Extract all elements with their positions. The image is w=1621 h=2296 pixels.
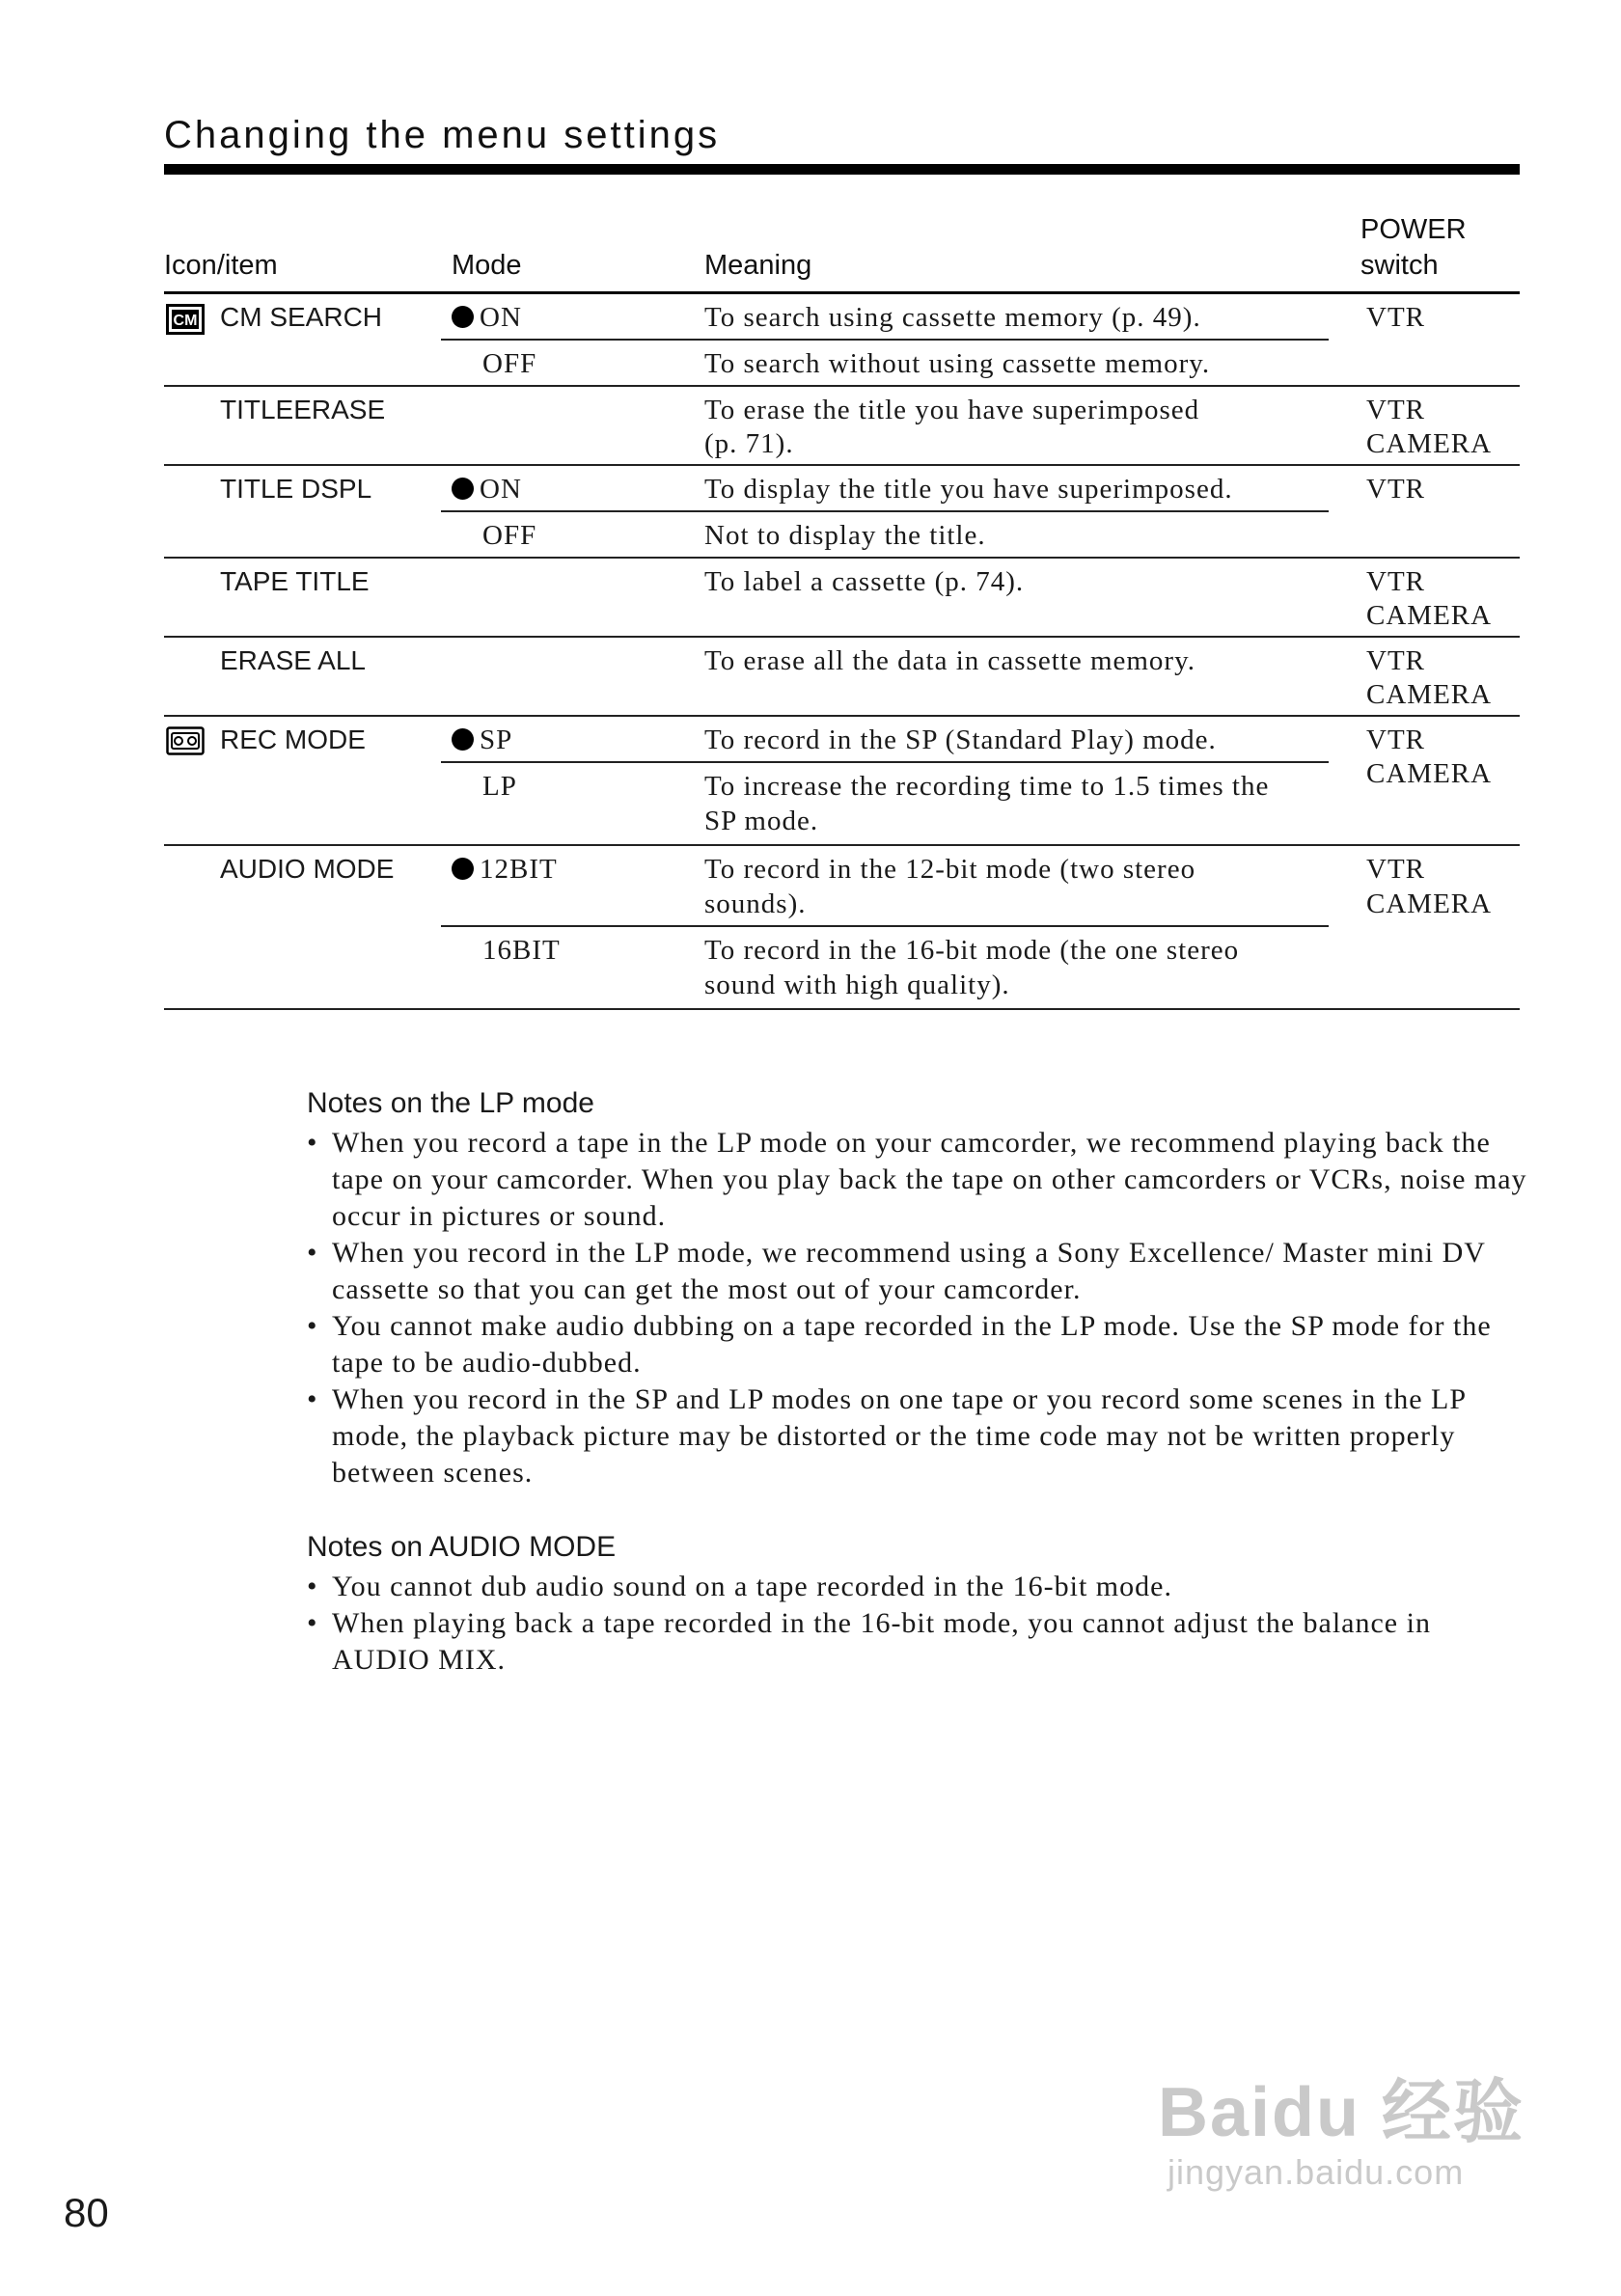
notes-audio-section	[307, 1528, 1527, 1679]
default-marker-icon	[452, 728, 474, 751]
header-power-line1: POWER	[1360, 214, 1467, 245]
power-audio-mode-line2: CAMERA	[1366, 888, 1493, 919]
mode-title-dspl-on: ON	[452, 472, 522, 506]
meaning-rec-mode-lp-line2: SP mode.	[704, 806, 819, 836]
notes-audio-item: • When playing back a tape recorded in the 16-bit mode, you cannot adjust the balance in AUDIO MIX.	[307, 1605, 1527, 1679]
notes-lp-item: • When you record a tape in the LP mode on your camcorder, we recommend playing back the tape on your camcorder. When you play back the tape on other camcorders or VCRs, noise may occur in pictures or sound.	[307, 1125, 1527, 1235]
row-divider	[164, 636, 1520, 638]
mode-rec-mode-sp: SP	[452, 723, 512, 757]
row-divider	[164, 464, 1520, 466]
row-divider	[164, 385, 1520, 387]
svg-text:CM: CM	[173, 313, 198, 329]
mode-audio-mode-16bit: 16BIT	[482, 935, 561, 966]
meaning-tape-title: To label a cassette (p. 74).	[704, 566, 1025, 597]
meaning-audio-12bit-line2: sounds).	[704, 888, 807, 919]
watermark-url: jingyan.baidu.com	[1168, 2152, 1465, 2192]
power-title-dspl: VTR	[1366, 474, 1425, 505]
default-marker-icon	[452, 478, 474, 500]
meaning-rec-mode-sp: To record in the SP (Standard Play) mode.	[704, 724, 1217, 755]
notes-lp-item: • When you record in the LP mode, we recommend using a Sony Excellence/ Master mini DV cassette so that you can get the most out of your camcorder.	[307, 1235, 1527, 1308]
power-tape-title-line1: VTR	[1366, 566, 1425, 597]
row-divider	[164, 844, 1520, 846]
row-divider	[441, 510, 1329, 512]
meaning-title-dspl-off: Not to display the title.	[704, 520, 986, 551]
cassette-tape-icon	[166, 726, 205, 755]
row-divider	[441, 339, 1329, 341]
row-divider	[441, 925, 1329, 927]
item-erase-all: ERASE ALL	[220, 645, 366, 675]
item-audio-mode: AUDIO MODE	[220, 854, 395, 884]
header-meaning: Meaning	[704, 250, 812, 281]
meaning-cm-search-off: To search without using cassette memory.	[704, 348, 1211, 379]
default-marker-icon	[452, 306, 474, 328]
header-power-line2: switch	[1360, 250, 1439, 281]
default-marker-icon	[452, 858, 474, 880]
header-rule	[164, 291, 1520, 294]
page-number: 80	[64, 2190, 109, 2235]
page-title: Changing the menu settings	[164, 114, 721, 156]
item-titleerase: TITLEERASE	[220, 395, 386, 424]
meaning-audio-16bit-line2: sound with high quality).	[704, 970, 1010, 1000]
power-titleerase-line2: CAMERA	[1366, 428, 1493, 459]
meaning-rec-mode-lp-line1: To increase the recording time to 1.5 times the	[704, 771, 1270, 802]
notes-lp-item: • You cannot make audio dubbing on a tape recorded in the LP mode. Use the SP mode for the tape to be audio-dubbed.	[307, 1308, 1527, 1381]
notes-lp-title: Notes on the LP mode	[307, 1087, 594, 1119]
meaning-titleerase-line1: To erase the title you have superimposed	[704, 395, 1200, 425]
mode-audio-mode-12bit: 12BIT	[452, 852, 558, 887]
item-cm-search: CM SEARCH	[220, 302, 383, 332]
meaning-erase-all: To erase all the data in cassette memory.	[704, 645, 1195, 676]
cassette-memory-icon	[166, 304, 205, 335]
power-rec-mode-line1: VTR	[1366, 724, 1425, 755]
power-tape-title-line2: CAMERA	[1366, 600, 1493, 631]
item-rec-mode: REC MODE	[220, 724, 366, 754]
row-divider	[441, 761, 1329, 763]
watermark-brand: Baidu 经验	[1158, 2074, 1525, 2151]
header-icon-item: Icon/item	[164, 250, 278, 281]
meaning-titleerase-line2: (p. 71).	[704, 428, 794, 459]
meaning-audio-16bit-line1: To record in the 16-bit mode (the one stereo	[704, 935, 1240, 966]
item-title-dspl: TITLE DSPL	[220, 474, 372, 504]
table-bottom-rule	[164, 1008, 1520, 1010]
mode-rec-mode-lp: LP	[482, 771, 517, 802]
notes-lp-item: • When you record in the SP and LP modes on one tape or you record some scenes in the LP mode, the playback picture may be distorted or the time code may not be written properly between scenes.	[307, 1381, 1527, 1491]
power-rec-mode-line2: CAMERA	[1366, 758, 1493, 789]
header-mode: Mode	[452, 250, 522, 281]
meaning-audio-12bit-line1: To record in the 12-bit mode (two stereo	[704, 854, 1196, 885]
row-divider	[164, 557, 1520, 559]
baidu-watermark	[1158, 2074, 1525, 2194]
mode-cm-search-off: OFF	[482, 348, 537, 379]
meaning-cm-search-on: To search using cassette memory (p. 49).	[704, 302, 1201, 333]
power-cm-search: VTR	[1366, 302, 1425, 333]
mode-title-dspl-off: OFF	[482, 520, 537, 551]
item-tape-title: TAPE TITLE	[220, 566, 370, 596]
mode-cm-search-on: ON	[452, 300, 522, 335]
power-erase-all-line2: CAMERA	[1366, 679, 1493, 710]
power-titleerase-line1: VTR	[1366, 395, 1425, 425]
power-erase-all-line1: VTR	[1366, 645, 1425, 676]
power-audio-mode-line1: VTR	[1366, 854, 1425, 885]
row-divider	[164, 715, 1520, 717]
notes-lp-section	[307, 1084, 1527, 1491]
title-rule	[164, 164, 1520, 175]
meaning-title-dspl-on: To display the title you have superimposed.	[704, 474, 1233, 505]
notes-audio-item: • You cannot dub audio sound on a tape recorded in the 16-bit mode.	[307, 1569, 1527, 1605]
notes-audio-title: Notes on AUDIO MODE	[307, 1531, 617, 1563]
